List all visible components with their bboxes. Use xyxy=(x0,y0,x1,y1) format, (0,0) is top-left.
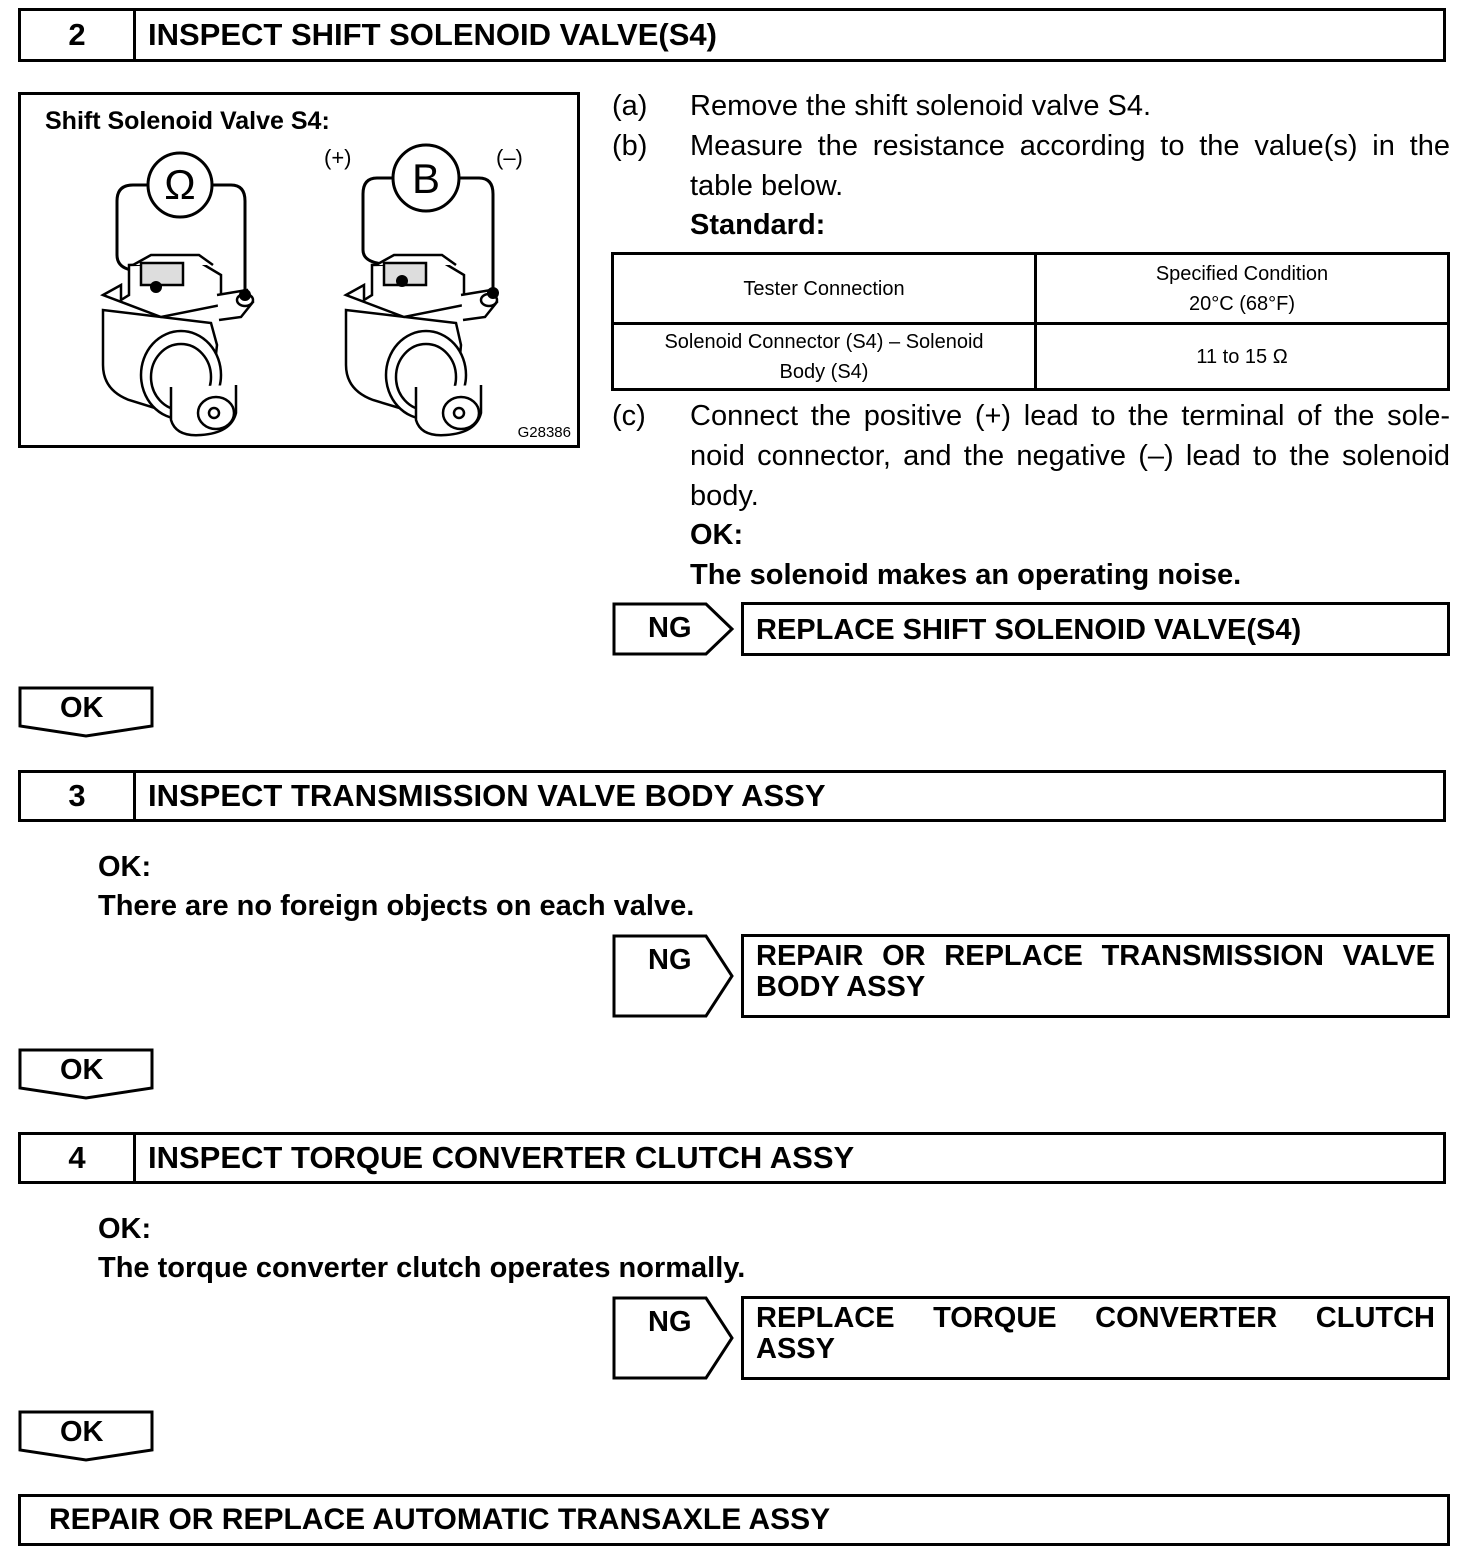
step-number: 3 xyxy=(21,773,136,819)
minus-label: (–) xyxy=(496,145,523,170)
table-cell-line: Body (S4) xyxy=(779,360,869,383)
step-a-text: Remove the shift solenoid valve S4. xyxy=(690,90,1152,122)
standard-label: Standard: xyxy=(690,209,826,241)
ng-label: NG xyxy=(648,1306,692,1338)
ng-action xyxy=(741,1296,1450,1380)
ohm-symbol: Ω xyxy=(164,161,196,208)
solenoid-valve-icon xyxy=(346,255,497,435)
ng-label: NG xyxy=(648,944,692,976)
ng-label: NG xyxy=(648,612,692,644)
step-b-text: table below. xyxy=(690,170,844,202)
table-cell: 11 to 15 Ω xyxy=(1036,324,1449,390)
step-number: 4 xyxy=(21,1135,136,1181)
ng-action-line: REPLACE TORQUE CONVERTER CLUTCH xyxy=(756,1302,1435,1334)
ng-action xyxy=(741,934,1450,1018)
ng-action-line: ASSY xyxy=(756,1333,835,1365)
table-header-cell xyxy=(1036,254,1449,324)
step-title: INSPECT TORQUE CONVERTER CLUTCH ASSY xyxy=(148,1140,855,1175)
ok-tab-label: OK xyxy=(60,1054,104,1086)
resistance-spec-table xyxy=(611,252,1450,391)
probe-point xyxy=(150,281,162,293)
step-b-text: Measure the resistance according to the value(s) in the xyxy=(690,130,1450,162)
step-4-header xyxy=(18,1132,1446,1184)
ok-tab-label: OK xyxy=(60,1416,104,1448)
ok-criterion-label: OK: xyxy=(98,1213,152,1245)
step-number: 2 xyxy=(21,11,136,59)
table-header-cell: Tester Connection xyxy=(613,254,1036,324)
solenoid-figure xyxy=(18,92,580,448)
ng-action-line: BODY ASSY xyxy=(756,971,926,1003)
figure-code: G28386 xyxy=(517,424,571,441)
probe-point xyxy=(396,275,408,287)
step-c-text: Connect the positive (+) lead to the terminal of the sole- xyxy=(690,400,1450,432)
ok-criterion-text: There are no foreign objects on each valve. xyxy=(98,890,695,922)
step-2-header xyxy=(18,8,1446,62)
ok-criterion-text: The torque converter clutch operates normally. xyxy=(98,1252,746,1284)
table-cell xyxy=(613,324,1036,390)
table-cell-line: Solenoid Connector (S4) – Solenoid xyxy=(664,330,984,353)
step-title: INSPECT TRANSMISSION VALVE BODY ASSY xyxy=(148,778,826,813)
table-header-line: 20°C (68°F) xyxy=(1188,292,1296,315)
figure-title: Shift Solenoid Valve S4: xyxy=(45,107,330,135)
step-3-header xyxy=(18,770,1446,822)
probe-point xyxy=(487,287,499,299)
step-c-text: noid connector, and the negative (–) lead to the solenoid xyxy=(690,440,1450,472)
step-c-text: body. xyxy=(690,480,759,512)
ng-action: REPLACE SHIFT SOLENOID VALVE(S4) xyxy=(741,602,1450,656)
ok-tab-label: OK xyxy=(60,692,104,724)
probe-point xyxy=(239,289,251,301)
ok-criterion-text: The solenoid makes an operating noise. xyxy=(690,559,1242,591)
table-header-line: Specified Condition xyxy=(1155,262,1329,285)
ok-criterion-label: OK: xyxy=(690,519,744,551)
final-action: REPAIR OR REPLACE AUTOMATIC TRANSAXLE ASSY xyxy=(18,1494,1450,1546)
battery-symbol: B xyxy=(411,155,441,202)
solenoid-diagram xyxy=(21,95,577,445)
step-c-label: (c) xyxy=(612,400,646,432)
step-a-label: (a) xyxy=(612,90,648,122)
ng-action-line: REPAIR OR REPLACE TRANSMISSION VALVE xyxy=(756,940,1435,972)
ok-criterion-label: OK: xyxy=(98,851,152,883)
step-b-label: (b) xyxy=(612,130,648,162)
step-title: INSPECT SHIFT SOLENOID VALVE(S4) xyxy=(148,17,717,52)
solenoid-valve-icon xyxy=(103,255,253,435)
plus-label: (+) xyxy=(324,145,352,170)
